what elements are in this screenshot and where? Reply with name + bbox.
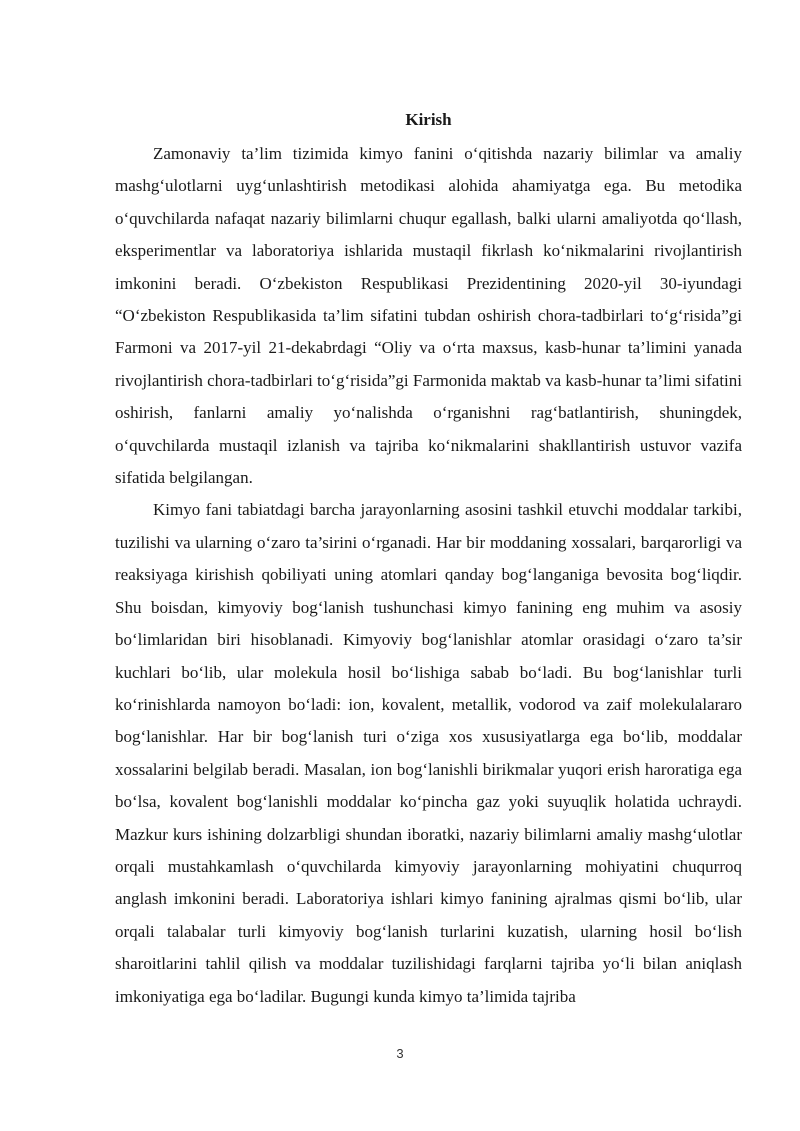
page-number: 3: [396, 1046, 404, 1061]
paragraph-chemistry: Kimyo fani tabiatdagi barcha jarayonlarning asosini tashkil etuvchi moddalar tarkibi, tuzilishi va ularning o‘zaro ta’sirini o‘rganadi. Har bir moddaning xossalari, barqarorligi va reaksiyaga kirishish qobiliyati uning atomlari qanday bog‘langaniga bevosita bog‘liqdir. Shu boisdan, kimyoviy bog‘lanish tushunchasi kimyo fanining eng muhim va asosiy bo‘limlaridan biri hisoblanadi. Kimyoviy bog‘lanishlar atomlar orasidagi o‘zaro ta’sir kuchlari bo‘lib, ular molekula hosil bo‘lishiga sabab bo‘ladi. Bu bog‘lanishlar turli ko‘rinishlarda namoyon bo‘ladi: ion, kovalent, metallik, vodorod va zaif molekulalararo bog‘lanishlar. Har bir bog‘lanish turi o‘ziga xos xususiyatlarga ega bo‘lib, moddalar xossalarini belgilab beradi. Masalan, ion bog‘lanishli birikmalar yuqori erish haroratiga ega bo‘lsa, kovalent bog‘lanishli moddalar ko‘pincha gaz yoki suyuqlik holatida uchraydi. Mazkur kurs ishining dolzarbligi shundan iboratki, nazariy bilimlarni amaliy mashg‘ulotlar orqali mustahkamlash o‘quvchilarda kimyoviy jarayonlarning mohiyatini chuqurroq anglash imkonini beradi. Laboratoriya ishlari kimyo fanining ajralmas qismi bo‘lib, ular orqali talabalar turli kimyoviy bog‘lanish turlarini kuzatish, ularning hosil bo‘lish sharoitlarini tahlil qilish va moddalar tuzilishidagi farqlarni tajriba yo‘li bilan aniqlash imkoniyatiga ega bo‘ladilar. Bugungi kunda kimyo ta’limida tajriba: [115, 500, 742, 1006]
body-text: [115, 138, 742, 1013]
paragraph-intro: Zamonaviy ta’lim tizimida kimyo fanini o‘qitishda nazariy bilimlar va amaliy mashg‘ulotlarni uyg‘unlashtirish metodikasi alohida ahamiyatga ega. Bu metodika o‘quvchilarda nafaqat nazariy bilimlarni chuqur egallash, balki ularni amaliyotda qo‘llash, eksperimentlar va laboratoriya ishlarida mustaqil fikrlash ko‘nikmalarini rivojlantirish imkonini beradi. O‘zbekiston Respublikasi Prezidentining 2020-yil 30-iyundagi “O‘zbekiston Respublikasida ta’lim sifatini tubdan oshirish chora-tadbirlari to‘g‘risida”gi Farmoni va 2017-yil 21-dekabrdagi “Oliy va o‘rta maxsus, kasb-hunar ta’limini yanada rivojlantirish chora-tadbirlari to‘g‘risida”gi Farmonida maktab va kasb-hunar ta’limi sifatini oshirish, fanlarni amaliy yo‘nalishda o‘rganishni rag‘batlantirish, shuningdek, o‘quvchilarda mustaqil izlanish va tajriba ko‘nikmalarini shakllantirish ustuvor vazifa sifatida belgilangan.: [115, 144, 742, 488]
section-title: Kirish: [405, 110, 452, 129]
